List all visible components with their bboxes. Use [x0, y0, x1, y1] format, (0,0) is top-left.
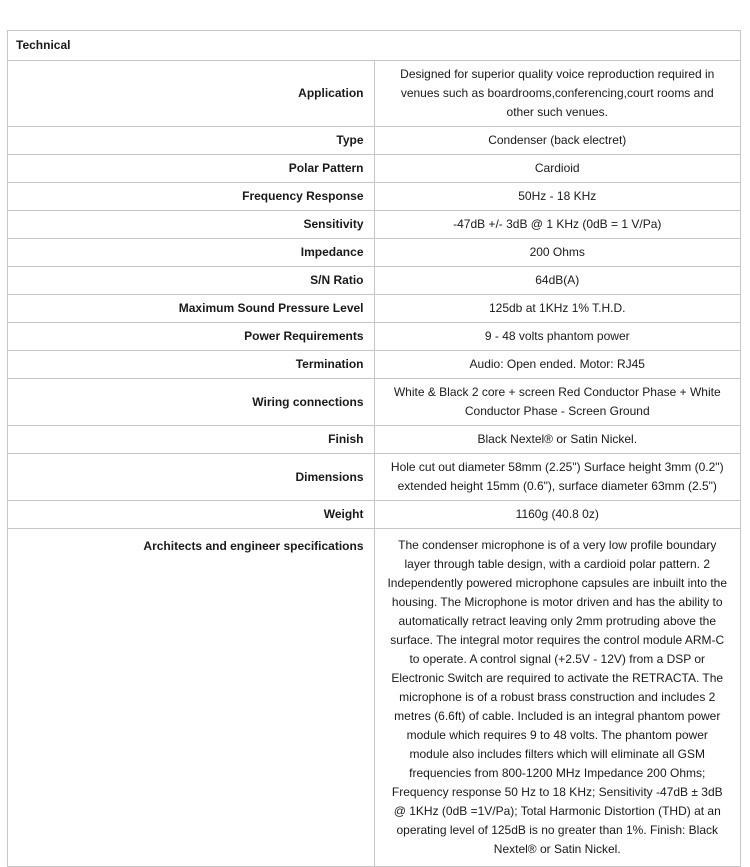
table-row — [8, 127, 741, 155]
table-row — [8, 529, 741, 867]
spec-value-termination: Audio: Open ended. Motor: RJ45 — [374, 351, 741, 379]
table-row — [8, 454, 741, 501]
spec-label-application: Application — [8, 61, 375, 127]
table-row — [8, 239, 741, 267]
table-row — [8, 351, 741, 379]
spec-value-power-requirements: 9 - 48 volts phantom power — [374, 323, 741, 351]
spec-label-frequency-response: Frequency Response — [8, 183, 375, 211]
table-header-row — [8, 31, 741, 61]
spec-value-sn-ratio: 64dB(A) — [374, 267, 741, 295]
table-row — [8, 501, 741, 529]
spec-value-application: Designed for superior quality voice reproduction required in venues such as boardrooms,conferencing,court rooms and other such venues. — [374, 61, 741, 127]
table-row — [8, 61, 741, 127]
spec-label-power-requirements: Power Requirements — [8, 323, 375, 351]
spec-label-termination: Termination — [8, 351, 375, 379]
table-row — [8, 323, 741, 351]
spec-label-weight: Weight — [8, 501, 375, 529]
spec-value-polar-pattern: Cardioid — [374, 155, 741, 183]
spec-label-polar-pattern: Polar Pattern — [8, 155, 375, 183]
spec-value-max-spl: 125db at 1KHz 1% T.H.D. — [374, 295, 741, 323]
spec-label-sensitivity: Sensitivity — [8, 211, 375, 239]
spec-label-type: Type — [8, 127, 375, 155]
table-row — [8, 426, 741, 454]
table-row — [8, 379, 741, 426]
table-row — [8, 155, 741, 183]
table-row — [8, 183, 741, 211]
table-row — [8, 267, 741, 295]
spec-value-weight: 1160g (40.8 0z) — [374, 501, 741, 529]
spec-value-architect-specifications: The condenser microphone is of a very low profile boundary layer through table design, with a cardioid polar pattern. 2 Independently powered microphone capsules are inbuilt into the housing. The Microphone is motor driven and has the ability to automatically retract leaving only 2mm protruding above the surface. The integral motor requires the control module ARM-C to operate. A control signal (+2.5V - 12V) from a DSP or Electronic Switch are required to activate the RETRACTA. The microphone is of a robust brass construction and includes 2 metres (6.6ft) of cable. Included is an integral phantom power module which requires 9 to 48 volts. The phantom power module also includes filters which will eliminate all GSM frequencies from 800-1200 MHz Impedance 200 Ohms; Frequency response 50 Hz to 18 KHz; Sensitivity -47dB ± 3dB @ 1KHz (0dB =1V/Pa); Total Harmonic Distortion (THD) at an operating level of 125dB is no greater than 1%. Finish: Black Nextel® or Satin Nickel. — [374, 529, 741, 867]
spec-value-type: Condenser (back electret) — [374, 127, 741, 155]
spec-label-sn-ratio: S/N Ratio — [8, 267, 375, 295]
table-row — [8, 295, 741, 323]
spec-label-finish: Finish — [8, 426, 375, 454]
spec-value-sensitivity: -47dB +/- 3dB @ 1 KHz (0dB = 1 V/Pa) — [374, 211, 741, 239]
table-row — [8, 211, 741, 239]
spec-value-dimensions: Hole cut out diameter 58mm (2.25") Surface height 3mm (0.2") extended height 15mm (0.6"), surface diameter 63mm (2.5") — [374, 454, 741, 501]
spec-label-wiring-connections: Wiring connections — [8, 379, 375, 426]
spec-label-impedance: Impedance — [8, 239, 375, 267]
technical-spec-table — [7, 30, 741, 867]
table-header: Technical — [8, 31, 741, 61]
spec-value-wiring-connections: White & Black 2 core + screen Red Conductor Phase + White Conductor Phase - Screen Ground — [374, 379, 741, 426]
spec-value-impedance: 200 Ohms — [374, 239, 741, 267]
spec-value-frequency-response: 50Hz - 18 KHz — [374, 183, 741, 211]
spec-label-dimensions: Dimensions — [8, 454, 375, 501]
spec-value-finish: Black Nextel® or Satin Nickel. — [374, 426, 741, 454]
spec-label-max-spl: Maximum Sound Pressure Level — [8, 295, 375, 323]
spec-label-architect-specifications: Architects and engineer specifications — [8, 529, 375, 867]
